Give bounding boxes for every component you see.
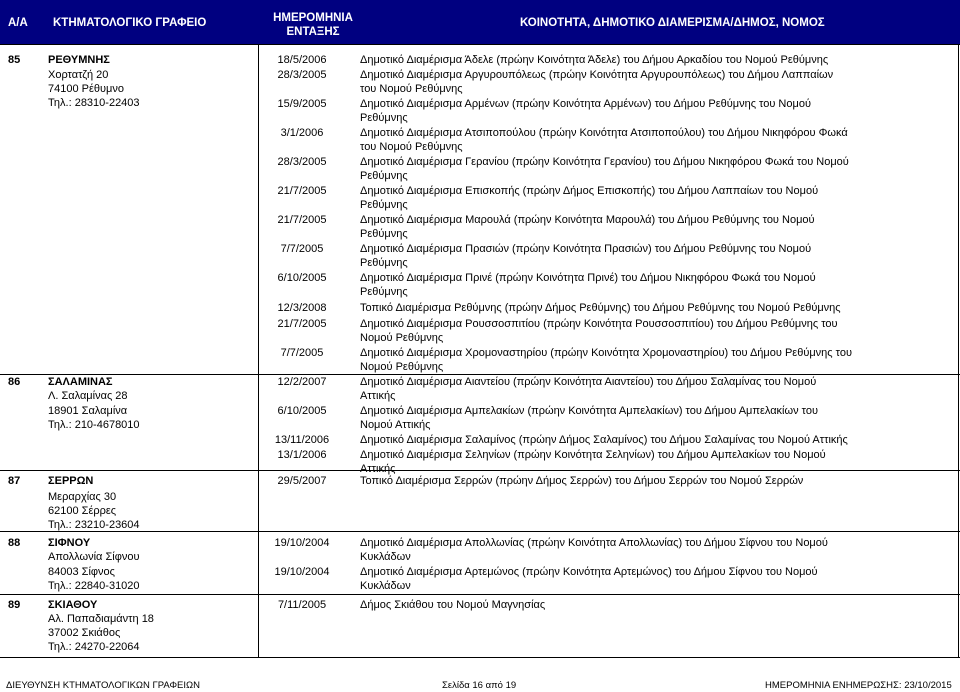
office-phone: Τηλ.: 23210-23604: [48, 519, 140, 531]
entry-description: Δημοτικό Διαμέρισμα Σεληνίων (πρώην Κοινότητα Σεληνίων) του Δήμου Αμπελακίων του Νομού: [360, 449, 826, 461]
office-address: Λ. Σαλαμίνας 28: [48, 390, 128, 402]
office-number: 86: [8, 376, 21, 388]
entry-description: Δημοτικό Διαμέρισμα Ρουσσοσπιτίου (πρώην Κοινότητα Ρουσσοσπιτίου) του Δήμου Ρεθύμνης του: [360, 318, 838, 330]
entry-date: 21/7/2005: [277, 214, 327, 226]
office-name: ΣΑΛΑΜΙΝΑΣ: [48, 376, 113, 388]
footer-update-date: ΗΜΕΡΟΜΗΝΙΑ ΕΝΗΜΕΡΩΣΗΣ: 23/10/2015: [765, 680, 952, 691]
entry-description: Νομού Αττικής: [360, 419, 431, 431]
entry-date: 6/10/2005: [277, 272, 327, 284]
row-rule: [0, 657, 960, 658]
entry-date: 7/11/2005: [277, 599, 327, 611]
entry-date: 7/7/2005: [280, 347, 324, 359]
office-address: 62100 Σέρρες: [48, 505, 117, 517]
entry-description: Δημοτικό Διαμέρισμα Αργυρουπόλεως (πρώην Κοινότητα Αργυρουπόλεως) του Δήμου Λαππαίων: [360, 69, 834, 81]
table-header: [0, 0, 960, 44]
office-phone: Τηλ.: 24270-22064: [48, 641, 140, 653]
entry-description: Νομού Ρεθύμνης: [360, 332, 444, 344]
office-address: Απολλωνία Σίφνου: [48, 551, 140, 563]
entry-description: Δημοτικό Διαμέρισμα Αιαντείου (πρώην Κοινότητα Αιαντείου) του Δήμου Σαλαμίνας του Νομού: [360, 376, 817, 388]
office-phone: Τηλ.: 210-4678010: [48, 419, 140, 431]
office-name: ΡΕΘΥΜΝΗΣ: [48, 54, 110, 66]
entry-date: 6/10/2005: [277, 405, 327, 417]
entry-description: Δημοτικό Διαμέρισμα Σαλαμίνος (πρώην Δήμος Σαλαμίνος) του Δήμου Σαλαμίνας του Νομού Αττικής: [360, 434, 848, 446]
entry-description: Ρεθύμνης: [360, 286, 408, 298]
entry-description: Κυκλάδων: [360, 551, 411, 563]
entry-description: Δημοτικό Διαμέρισμα Άδελε (πρώην Κοινότητα Άδελε) του Δήμου Αρκαδίου του Νομού Ρεθύμνης: [360, 54, 829, 66]
office-name: ΣΚΙΑΘΟΥ: [48, 599, 98, 611]
entry-description: Ρεθύμνης: [360, 112, 408, 124]
entry-date: 18/5/2006: [277, 54, 327, 66]
office-address: 18901 Σαλαμίνα: [48, 405, 128, 417]
office-address: Μεραρχίας 30: [48, 491, 117, 503]
header-description: ΚΟΙΝΟΤΗΤΑ, ΔΗΜΟΤΙΚΟ ΔΙΑΜΕΡΙΣΜΑ/ΔΗΜΟΣ, ΝΟΜΟΣ: [520, 17, 825, 29]
entry-description: Δημοτικό Διαμέρισμα Επισκοπής (πρώην Δήμος Επισκοπής) του Δήμου Λαππαίων του Νομού: [360, 185, 819, 197]
entry-date: 7/7/2005: [280, 243, 324, 255]
entry-description: του Νομού Ρεθύμνης: [360, 83, 463, 95]
entry-description: Κυκλάδων: [360, 580, 411, 592]
header-date-line1: ΗΜΕΡΟΜΗΝΙΑ: [273, 12, 353, 24]
table-right-border: [958, 44, 959, 658]
entry-description: Τοπικό Διαμέρισμα Σερρών (πρώην Δήμος Σερρών) του Δήμου Σερρών του Νομού Σερρών: [360, 475, 804, 487]
entry-date: 13/11/2006: [274, 434, 330, 446]
entry-date: 19/10/2004: [274, 566, 330, 578]
entry-description: Δημοτικό Διαμέρισμα Αρμένων (πρώην Κοινότητα Αρμένων) του Δήμου Ρεθύμνης του Νομού: [360, 98, 811, 110]
entry-date: 21/7/2005: [277, 185, 327, 197]
office-number: 87: [8, 475, 21, 487]
entry-date: 19/10/2004: [274, 537, 330, 549]
footer-department: ΔΙΕΥΘΥΝΣΗ ΚΤΗΜΑΤΟΛΟΓΙΚΩΝ ΓΡΑΦΕΙΩΝ: [6, 680, 200, 691]
office-name: ΣΕΡΡΩΝ: [48, 475, 94, 487]
footer-page-number: Σελίδα 16 από 19: [442, 680, 517, 691]
entry-description: Νομού Ρεθύμνης: [360, 361, 444, 373]
entry-date: 12/2/2007: [277, 376, 327, 388]
column-divider-office: [258, 44, 259, 658]
office-number: 88: [8, 537, 21, 549]
office-address: Αλ. Παπαδιαμάντη 18: [48, 613, 154, 625]
entry-description: Δημοτικό Διαμέρισμα Αμπελακίων (πρώην Κοινότητα Αμπελακίων) του Δήμου Αμπελακίων του: [360, 405, 818, 417]
header-aa: Α/Α: [8, 17, 28, 29]
entry-date: 29/5/2007: [277, 475, 327, 487]
office-address: 84003 Σίφνος: [48, 566, 115, 578]
row-rule: [0, 594, 960, 595]
entry-description: Δήμος Σκιάθου του Νομού Μαγνησίας: [360, 599, 546, 611]
office-name: ΣΙΦΝΟΥ: [48, 537, 91, 549]
office-address: 37002 Σκιάθος: [48, 627, 121, 639]
row-rule: [0, 531, 960, 532]
entry-date: 28/3/2005: [277, 69, 327, 81]
entry-description: Δημοτικό Διαμέρισμα Μαρουλά (πρώην Κοινότητα Μαρουλά) του Δήμου Ρεθύμνης του Νομού: [360, 214, 815, 226]
office-phone: Τηλ.: 28310-22403: [48, 97, 140, 109]
header-date: [268, 11, 358, 39]
entry-date: 28/3/2005: [277, 156, 327, 168]
entry-description: του Νομού Ρεθύμνης: [360, 141, 463, 153]
entry-description: Δημοτικό Διαμέρισμα Πρινέ (πρώην Κοινότητα Πρινέ) του Δήμου Νικηφόρου Φωκά του Νομού: [360, 272, 816, 284]
entry-description: Τοπικό Διαμέρισμα Ρεθύμνης (πρώην Δήμος Ρεθύμνης) του Δήμου Ρεθύμνης του Νομού Ρεθύμνης: [360, 302, 841, 314]
office-number: 85: [8, 54, 21, 66]
entry-description: Δημοτικό Διαμέρισμα Ατσιποπούλου (πρώην Κοινότητα Ατσιποπούλου) του Δήμου Νικηφόρου Φωκά: [360, 127, 848, 139]
entry-description: Δημοτικό Διαμέρισμα Απολλωνίας (πρώην Κοινότητα Απολλωνίας) του Δήμου Σίφνου του Νομού: [360, 537, 828, 549]
entry-description: Ρεθύμνης: [360, 257, 408, 269]
header-office: ΚΤΗΜΑΤΟΛΟΓΙΚΟ ΓΡΑΦΕΙΟ: [53, 17, 207, 29]
entry-description: Αττικής: [360, 463, 396, 475]
office-phone: Τηλ.: 22840-31020: [48, 580, 140, 592]
entry-description: Δημοτικό Διαμέρισμα Αρτεμώνος (πρώην Κοινότητα Αρτεμώνος) του Δήμου Σίφνου του Νομού: [360, 566, 818, 578]
office-address: 74100 Ρέθυμνο: [48, 83, 124, 95]
entry-description: Ρεθύμνης: [360, 199, 408, 211]
entry-date: 3/1/2006: [280, 127, 324, 139]
entry-description: Ρεθύμνης: [360, 170, 408, 182]
office-address: Χορτατζή 20: [48, 69, 109, 81]
row-rule: [0, 470, 960, 471]
entry-description: Δημοτικό Διαμέρισμα Γερανίου (πρώην Κοινότητα Γερανίου) του Δήμου Νικηφόρου Φωκά του Νομού: [360, 156, 849, 168]
entry-date: 15/9/2005: [277, 98, 327, 110]
entry-description: Ρεθύμνης: [360, 228, 408, 240]
header-date-line2: ΕΝΤΑΞΗΣ: [286, 26, 340, 38]
entry-description: Δημοτικό Διαμέρισμα Πρασιών (πρώην Κοινότητα Πρασιών) του Δήμου Ρεθύμνης του Νομού: [360, 243, 812, 255]
row-rule: [0, 44, 960, 45]
entry-description: Δημοτικό Διαμέρισμα Χρομοναστηρίου (πρώην Κοινότητα Χρομοναστηρίου) του Δήμου Ρεθύμνης του: [360, 347, 852, 359]
entry-date: 21/7/2005: [277, 318, 327, 330]
entry-date: 13/1/2006: [277, 449, 327, 461]
entry-date: 12/3/2008: [277, 302, 327, 314]
entry-description: Αττικής: [360, 390, 396, 402]
office-number: 89: [8, 599, 21, 611]
